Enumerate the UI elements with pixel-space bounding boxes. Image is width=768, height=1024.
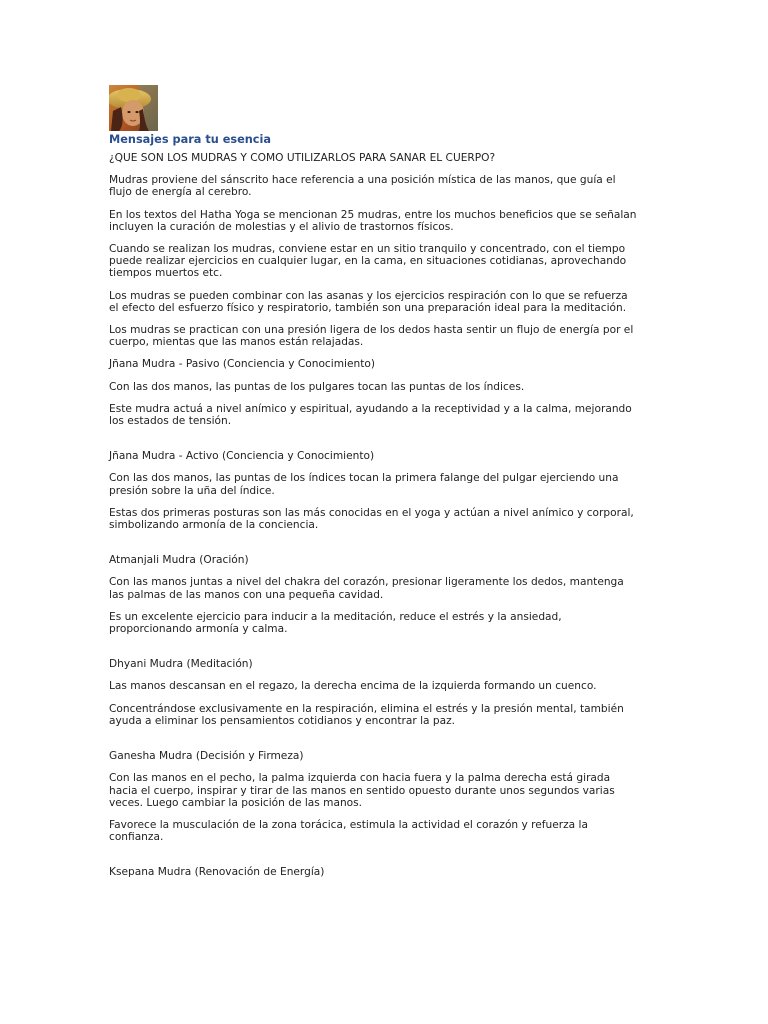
paragraph: Estas dos primeras posturas son las más conocidas en el yoga y actúan a nivel anímico y corporal, simbolizando armonía de la conciencia. (109, 506, 634, 532)
paragraph: Mudras proviene del sánscrito hace referencia a una posición mística de las manos, que guía el flujo de energía al cerebro. (109, 174, 616, 199)
paragraph: Con las manos juntas a nivel del chakra del corazón, presionar ligeramente los dedos, mantenga las palmas de las manos con una pequeña cavidad. (109, 576, 624, 601)
paragraph: En los textos del Hatha Yoga se mencionan 25 mudras, entre los muchos beneficios que se señalan incluyen la curación de molestias y el alivio de trastornos físicos. (109, 208, 637, 233)
section-heading: Ksepana Mudra (Renovación de Energía) (109, 866, 325, 879)
paragraph: Con las manos en el pecho, la palma izquierda con hacia fuera y la palma derecha está girada hacia el cuerpo, inspirar y tirar de las manos en sentido opuesto durante unos segundos varias veces. Luego cambiar la posición de las manos. (109, 772, 615, 809)
paragraph: Con las dos manos, las puntas de los índices tocan la primera falange del pulgar ejerciendo una presión sobre la uña del índice. (109, 472, 619, 497)
paragraph: Es un excelente ejercicio para inducir a la meditación, reduce el estrés y la ansiedad, proporcionando armonía y calma. (109, 610, 562, 636)
article-body (109, 152, 669, 879)
site-title[interactable]: Mensajes para tu esencia (109, 133, 271, 146)
article-title: ¿QUE SON LOS MUDRAS Y COMO UTILIZARLOS PARA SANAR EL CUERPO? (109, 152, 496, 164)
paragraph: Favorece la musculación de la zona torácica, estimula la actividad el corazón y refuerza la confianza. (109, 818, 588, 844)
paragraph: Las manos descansan en el regazo, la derecha encima de la izquierda formando un cuenco. (109, 680, 597, 693)
section-heading: Jñana Mudra - Activo (Conciencia y Conocimiento) (109, 450, 375, 463)
section-heading: Ganesha Mudra (Decisión y Firmeza) (109, 750, 304, 763)
paragraph: Los mudras se practican con una presión ligera de los dedos hasta sentir un flujo de energía por el cuerpo, mientas que las manos están relajadas. (109, 324, 634, 349)
paragraph: Con las dos manos, las puntas de los pulgares tocan las puntas de los índices. (109, 380, 525, 393)
paragraph: Cuando se realizan los mudras, conviene estar en un sitio tranquilo y concentrado, con el tiempo puede realizar ejercicios en cualquier lugar, en la cama, en situaciones cotidianas, aprovechando tiempos muertos etc. (109, 243, 627, 280)
paragraph: Este mudra actuá a nivel anímico y espiritual, ayudando a la receptividad y a la calma, mejorando los estados de tensión. (109, 402, 632, 428)
section-heading: Atmanjali Mudra (Oración) (109, 554, 249, 567)
section-heading: Jñana Mudra - Pasivo (Conciencia y Conocimiento) (109, 358, 375, 371)
paragraph: Concentrándose exclusivamente en la respiración, elimina el estrés y la presión mental, también ayuda a eliminar los pensamientos cotidianos y encontrar la paz. (109, 702, 624, 727)
document-page (109, 85, 669, 889)
woman-with-hat-icon (109, 85, 158, 131)
paragraph: Los mudras se pueden combinar con las asanas y los ejercicios respiración con lo que se refuerza el efecto del esfuerzo físico y respiratorio, también son una preparación ideal para la meditación. (109, 289, 628, 314)
portrait-thumbnail-image (109, 85, 158, 131)
section-heading: Dhyani Mudra (Meditación) (109, 658, 253, 671)
